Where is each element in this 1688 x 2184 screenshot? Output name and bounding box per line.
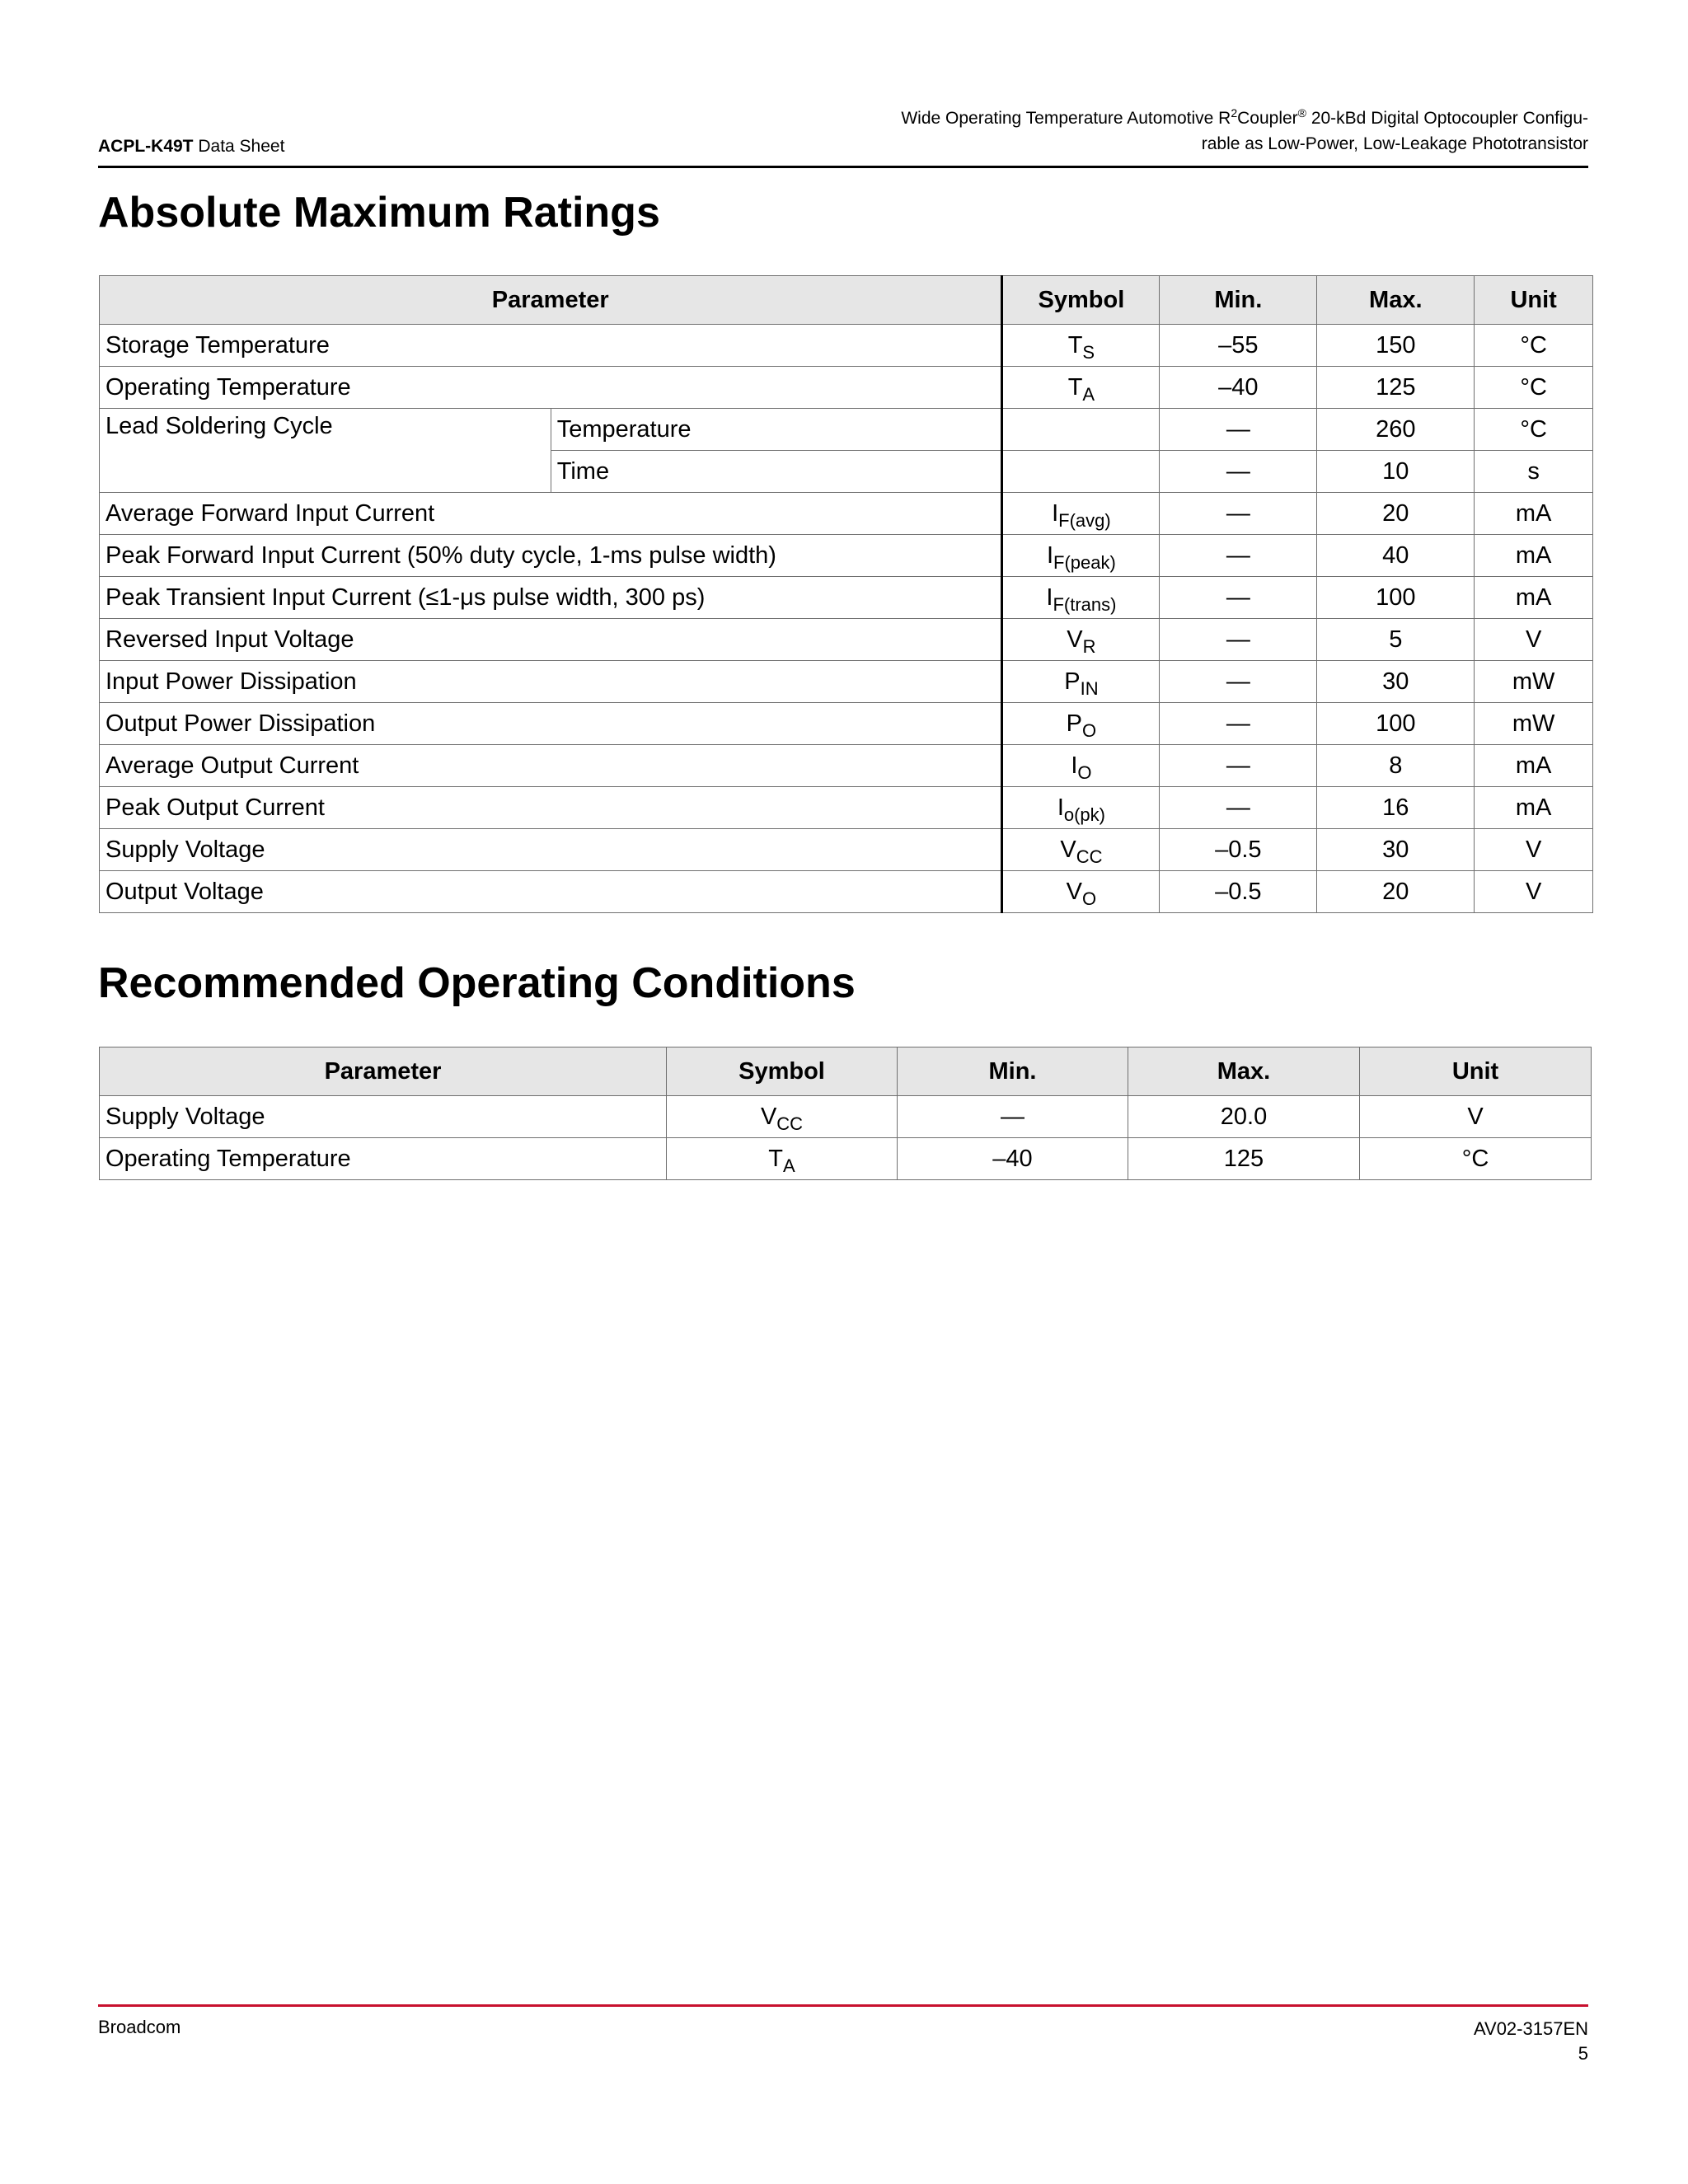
table-row: Operating Temperature $T_A$ –40 125 °C	[100, 367, 1593, 409]
table-row: Time — 10 s	[100, 451, 1593, 493]
col-header-unit: Unit	[1360, 1047, 1592, 1096]
section-title-recommended-operating-conditions: Recommended Operating Conditions	[98, 959, 856, 1007]
symbol-cell: $I_{F(peak)}$	[1002, 535, 1160, 577]
symbol-cell: $T_A$	[667, 1138, 898, 1180]
table-row: Output Voltage $V_O$ –0.5 20 V	[100, 871, 1593, 913]
table-header-row	[100, 276, 1593, 325]
symbol-cell: $T_S$	[1002, 325, 1160, 367]
doc-subtitle: Wide Operating Temperature Automotive $R^2Coupler®$ 20-kBd Digital Optocoupler Configu- rable as Low-Power, Low-Leakage Phototransistor	[901, 106, 1588, 153]
doc-id	[98, 137, 284, 157]
table-row: Input Power Dissipation $P_{IN}$ — 30 mW	[100, 661, 1593, 703]
footer-company: Broadcom	[98, 2017, 181, 2037]
table-row: Average Output Current $I_O$ — 8 mA	[100, 745, 1593, 787]
table-row: Storage Temperature $T_S$ –55 150 °C	[100, 325, 1593, 367]
doc-part-number: ACPL-K49T	[98, 137, 194, 156]
col-header-symbol: Symbol	[667, 1047, 898, 1096]
footer-rule	[98, 2004, 1588, 2007]
table-row: Reversed Input Voltage $V_R$ — 5 V	[100, 619, 1593, 661]
col-header-symbol: Symbol	[1002, 276, 1160, 325]
section-title-absolute-maximum-ratings: Absolute Maximum Ratings	[98, 189, 660, 237]
symbol-cell: $V_{CC}$	[667, 1096, 898, 1138]
table-header-row	[100, 1047, 1592, 1096]
table-row: Output Power Dissipation $P_O$ — 100 mW	[100, 703, 1593, 745]
table-row: Peak Output Current $I_{o(pk)}$ — 16 mA	[100, 787, 1593, 829]
col-header-parameter: Parameter	[100, 1047, 667, 1096]
symbol-cell: $I_{F(trans)}$	[1002, 577, 1160, 619]
absolute-maximum-ratings-table	[99, 275, 1593, 913]
symbol-cell: $T_A$	[1002, 367, 1160, 409]
symbol-cell: $I_{o(pk)}$	[1002, 787, 1160, 829]
col-header-min: Min.	[1160, 276, 1317, 325]
symbol-cell: $V_O$	[1002, 871, 1160, 913]
table-row: Average Forward Input Current $I_{F(avg)}$ — 20 mA	[100, 493, 1593, 535]
table-row: Lead Soldering Cycle Temperature — 260 °C	[100, 409, 1593, 451]
symbol-cell: $P_{IN}$	[1002, 661, 1160, 703]
table-row: Supply Voltage $V_{CC}$ –0.5 30 V	[100, 829, 1593, 871]
symbol-cell: $P_O$	[1002, 703, 1160, 745]
table-row: Peak Transient Input Current (≤1-μs pulse width, 300 ps) $I_{F(trans)}$ — 100 mA	[100, 577, 1593, 619]
header-rule	[98, 166, 1588, 168]
col-header-max: Max.	[1128, 1047, 1360, 1096]
footer-doc-number: AV02-3157EN	[1473, 2018, 1588, 2039]
symbol-cell: $V_{CC}$	[1002, 829, 1160, 871]
symbol-cell: $I_O$	[1002, 745, 1160, 787]
footer-doc-info	[1474, 2017, 1588, 2066]
col-header-parameter: Parameter	[100, 276, 1002, 325]
table-row: Supply Voltage $V_{CC}$ — 20.0 V	[100, 1096, 1592, 1138]
col-header-unit: Unit	[1475, 276, 1593, 325]
symbol-cell: $I_{F(avg)}$	[1002, 493, 1160, 535]
footer-page-number: 5	[1578, 2043, 1588, 2064]
doc-type: Data Sheet	[193, 137, 285, 156]
page-header	[98, 105, 1588, 168]
col-header-min: Min.	[898, 1047, 1128, 1096]
col-header-max: Max.	[1317, 276, 1475, 325]
recommended-operating-conditions-table	[99, 1047, 1592, 1180]
table-row: Operating Temperature $T_A$ –40 125 °C	[100, 1138, 1592, 1180]
symbol-cell: $V_R$	[1002, 619, 1160, 661]
table-row: Peak Forward Input Current (50% duty cycle, 1-ms pulse width) $I_{F(peak)}$ — 40 mA	[100, 535, 1593, 577]
